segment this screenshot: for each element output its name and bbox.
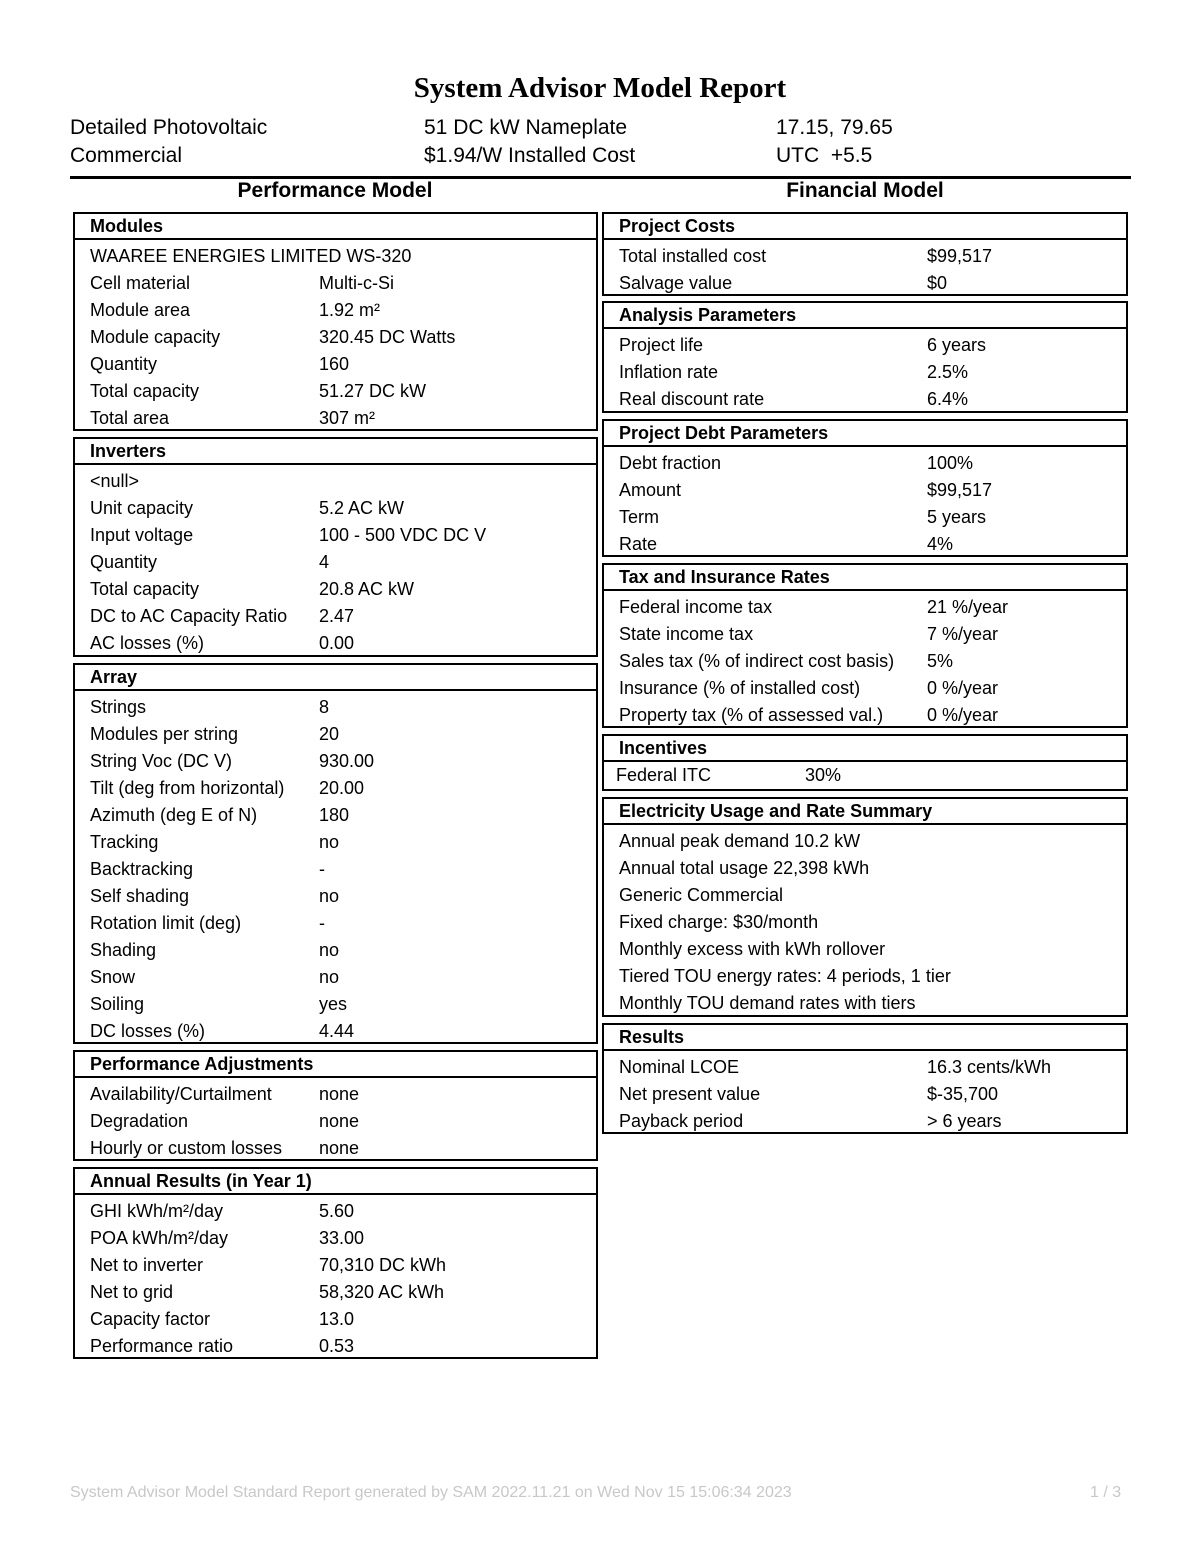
results-rows xyxy=(604,1054,1126,1135)
row-value: 180 xyxy=(319,805,350,825)
tax-rows xyxy=(604,594,1126,729)
row-value: 21 %/year xyxy=(927,597,1009,617)
electricity-summary-title: Electricity Usage and Rate Summary xyxy=(604,799,1126,825)
table-row xyxy=(75,829,596,856)
incentive-label: Federal ITC xyxy=(616,765,712,785)
annual-results-title: Annual Results (in Year 1) xyxy=(75,1169,596,1195)
row-label: Input voltage xyxy=(90,525,194,545)
table-row xyxy=(75,270,596,297)
row-label: Net to grid xyxy=(90,1282,174,1302)
table-row xyxy=(75,1306,596,1333)
row-value: none xyxy=(319,1138,360,1158)
table-row xyxy=(75,576,596,603)
table-row xyxy=(604,243,1126,270)
report-title: System Advisor Model Report xyxy=(413,72,787,104)
modules-rows xyxy=(75,270,596,432)
row-value: no xyxy=(319,832,340,852)
row-value: 33.00 xyxy=(319,1228,365,1248)
table-row xyxy=(604,621,1126,648)
row-label: Net to inverter xyxy=(90,1255,204,1275)
table-row xyxy=(75,324,596,351)
row-label: POA kWh/m²/day xyxy=(90,1228,229,1248)
table-row xyxy=(604,332,1126,359)
row-value: 1.92 m² xyxy=(319,300,381,320)
row-value: 51.27 DC kW xyxy=(319,381,427,401)
performance-adjustments-section xyxy=(73,1050,598,1161)
row-label: Performance ratio xyxy=(90,1336,234,1356)
row-value: > 6 years xyxy=(927,1111,1002,1131)
table-row xyxy=(75,721,596,748)
table-row xyxy=(75,1225,596,1252)
row-value: $-35,700 xyxy=(927,1084,999,1104)
row-label: Insurance (% of installed cost) xyxy=(619,678,861,698)
row-label: DC to AC Capacity Ratio xyxy=(90,606,288,626)
header-coordinates: 17.15, 79.65 xyxy=(776,116,893,139)
row-label: Self shading xyxy=(90,886,190,906)
analysis-rows xyxy=(604,332,1126,413)
row-value: yes xyxy=(319,994,348,1014)
row-value: 320.45 DC Watts xyxy=(319,327,456,347)
row-label: Module capacity xyxy=(90,327,221,347)
inverters-rows xyxy=(75,495,596,657)
row-value: $99,517 xyxy=(927,246,993,266)
table-row xyxy=(604,648,1126,675)
header-model-type xyxy=(70,114,267,170)
row-label: AC losses (%) xyxy=(90,633,205,653)
table-row xyxy=(75,1198,596,1225)
row-value: 2.5% xyxy=(927,362,969,382)
row-value: - xyxy=(319,859,325,879)
row-label: Unit capacity xyxy=(90,498,194,518)
annual-results-section xyxy=(73,1167,598,1359)
row-label: Soiling xyxy=(90,994,145,1014)
array-section xyxy=(73,663,598,1044)
results-section xyxy=(602,1023,1128,1134)
table-row xyxy=(75,1135,596,1162)
row-value: 2.47 xyxy=(319,606,355,626)
row-label: Module area xyxy=(90,300,191,320)
row-value: 7 %/year xyxy=(927,624,999,644)
row-label: Project life xyxy=(619,335,704,355)
row-label: Inflation rate xyxy=(619,362,719,382)
row-value: 4% xyxy=(927,534,954,554)
row-value: 0.00 xyxy=(319,633,355,653)
row-value: $99,517 xyxy=(927,480,993,500)
row-value: 20.8 AC kW xyxy=(319,579,415,599)
row-label: Total area xyxy=(90,408,170,428)
inverter-name: <null> xyxy=(90,471,140,491)
table-row xyxy=(75,748,596,775)
electricity-lines xyxy=(604,828,1126,1017)
incentive-row xyxy=(604,762,1126,789)
row-label: Payback period xyxy=(619,1111,744,1131)
table-row xyxy=(75,910,596,937)
list-item: Monthly TOU demand rates with tiers xyxy=(619,993,916,1013)
row-label: Quantity xyxy=(90,354,158,374)
row-value: 16.3 cents/kWh xyxy=(927,1057,1052,1077)
row-label: Cell material xyxy=(90,273,191,293)
row-label: Property tax (% of assessed val.) xyxy=(619,705,884,725)
list-item: Tiered TOU energy rates: 4 periods, 1 tier xyxy=(619,966,951,986)
row-value: 4 xyxy=(319,552,330,572)
row-label: Quantity xyxy=(90,552,158,572)
row-label: Strings xyxy=(90,697,147,717)
tax-insurance-title: Tax and Insurance Rates xyxy=(604,565,1126,591)
header-system-size xyxy=(424,114,635,170)
incentives-section xyxy=(602,734,1128,791)
table-row xyxy=(604,1108,1126,1135)
table-row xyxy=(604,1054,1126,1081)
row-value: 58,320 AC kWh xyxy=(319,1282,445,1302)
row-value: 5.2 AC kW xyxy=(319,498,405,518)
financial-model-heading: Financial Model xyxy=(786,179,944,202)
row-label: Debt fraction xyxy=(619,453,722,473)
table-row xyxy=(75,495,596,522)
list-item: Fixed charge: $30/month xyxy=(619,912,819,932)
row-label: Total capacity xyxy=(90,579,200,599)
row-value: 20 xyxy=(319,724,340,744)
row-value: 100 - 500 VDC DC V xyxy=(319,525,487,545)
table-row xyxy=(604,1081,1126,1108)
table-row xyxy=(75,1108,596,1135)
header-nameplate: 51 DC kW Nameplate xyxy=(424,116,628,139)
table-row xyxy=(75,991,596,1018)
row-value: 100% xyxy=(927,453,974,473)
table-row xyxy=(604,450,1126,477)
header-timezone: UTC +5.5 xyxy=(776,144,873,167)
row-label: DC losses (%) xyxy=(90,1021,206,1041)
row-label: Hourly or custom losses xyxy=(90,1138,283,1158)
table-row xyxy=(75,883,596,910)
footer-generated-text: System Advisor Model Standard Report generated by SAM 2022.11.21 on Wed Nov 15 15:06:34 2023 xyxy=(70,1484,792,1501)
row-value: no xyxy=(319,940,340,960)
row-value: 5 years xyxy=(927,507,987,527)
footer-page-number: 1 / 3 xyxy=(1090,1484,1122,1501)
row-label: State income tax xyxy=(619,624,754,644)
list-item: Monthly excess with kWh rollover xyxy=(619,939,886,959)
table-row xyxy=(75,775,596,802)
row-value: - xyxy=(319,913,325,933)
row-value: 0.53 xyxy=(319,1336,355,1356)
performance-adjustments-title: Performance Adjustments xyxy=(75,1052,596,1078)
row-label: Tracking xyxy=(90,832,159,852)
row-value: none xyxy=(319,1084,360,1104)
row-value: none xyxy=(319,1111,360,1131)
row-value: Multi-c-Si xyxy=(319,273,394,293)
table-row xyxy=(75,802,596,829)
row-label: Rotation limit (deg) xyxy=(90,913,242,933)
table-row xyxy=(75,405,596,432)
row-value: 13.0 xyxy=(319,1309,355,1329)
tax-insurance-section xyxy=(602,563,1128,728)
inverters-section xyxy=(73,437,598,657)
table-row xyxy=(604,270,1126,297)
row-value: no xyxy=(319,967,340,987)
row-value: 6.4% xyxy=(927,389,969,409)
annual-rows xyxy=(75,1198,596,1360)
row-value: 6 years xyxy=(927,335,987,355)
array-title: Array xyxy=(75,665,596,691)
table-row xyxy=(75,1333,596,1360)
row-value: $0 xyxy=(927,273,948,293)
header-market-line: Commercial xyxy=(70,144,183,167)
project-costs-rows xyxy=(604,243,1126,297)
table-row xyxy=(75,964,596,991)
table-row xyxy=(75,1252,596,1279)
row-label: Net present value xyxy=(619,1084,761,1104)
list-item: Annual peak demand 10.2 kW xyxy=(619,831,861,851)
table-row xyxy=(75,351,596,378)
row-label: String Voc (DC V) xyxy=(90,751,233,771)
row-value: 70,310 DC kWh xyxy=(319,1255,447,1275)
row-label: Modules per string xyxy=(90,724,239,744)
incentive-value: 30% xyxy=(805,765,842,785)
row-label: Salvage value xyxy=(619,273,733,293)
row-value: 0 %/year xyxy=(927,678,999,698)
table-row xyxy=(75,1018,596,1045)
table-row xyxy=(604,359,1126,386)
row-label: Nominal LCOE xyxy=(619,1057,740,1077)
row-label: Availability/Curtailment xyxy=(90,1084,272,1104)
row-label: Backtracking xyxy=(90,859,194,879)
row-value: 20.00 xyxy=(319,778,365,798)
row-value: 4.44 xyxy=(319,1021,355,1041)
header-installed-cost: $1.94/W Installed Cost xyxy=(424,144,636,167)
table-row xyxy=(75,378,596,405)
table-row xyxy=(604,702,1126,729)
row-label: Shading xyxy=(90,940,157,960)
row-label: Total capacity xyxy=(90,381,200,401)
table-row xyxy=(75,1279,596,1306)
table-row xyxy=(604,594,1126,621)
table-row xyxy=(75,630,596,657)
row-label: Sales tax (% of indirect cost basis) xyxy=(619,651,895,671)
table-row xyxy=(604,386,1126,413)
table-row xyxy=(75,1081,596,1108)
list-item: Generic Commercial xyxy=(619,885,784,905)
table-row xyxy=(75,694,596,721)
table-row xyxy=(75,937,596,964)
inverters-title: Inverters xyxy=(75,439,596,465)
module-name: WAAREE ENERGIES LIMITED WS-320 xyxy=(90,246,412,266)
row-label: Snow xyxy=(90,967,136,987)
modules-title: Modules xyxy=(75,214,596,240)
table-row xyxy=(75,549,596,576)
row-label: GHI kWh/m²/day xyxy=(90,1201,224,1221)
project-debt-section xyxy=(602,419,1128,557)
list-item: Annual total usage 22,398 kWh xyxy=(619,858,870,878)
header-location xyxy=(776,114,893,170)
table-row xyxy=(75,297,596,324)
project-debt-title: Project Debt Parameters xyxy=(604,421,1126,447)
adjustments-rows xyxy=(75,1081,596,1162)
project-costs-title: Project Costs xyxy=(604,214,1126,240)
project-costs-section xyxy=(602,212,1128,296)
row-value: 8 xyxy=(319,697,330,717)
table-row xyxy=(604,675,1126,702)
row-label: Term xyxy=(619,507,659,527)
table-row xyxy=(604,504,1126,531)
row-label: Azimuth (deg E of N) xyxy=(90,805,258,825)
row-value: no xyxy=(319,886,340,906)
row-value: 930.00 xyxy=(319,751,375,771)
table-row xyxy=(75,603,596,630)
row-value: 5.60 xyxy=(319,1201,355,1221)
header-model-line: Detailed Photovoltaic xyxy=(70,116,268,139)
incentives-title: Incentives xyxy=(604,736,1126,762)
row-label: Amount xyxy=(619,480,682,500)
modules-section xyxy=(73,212,598,431)
table-row xyxy=(75,856,596,883)
row-label: Rate xyxy=(619,534,658,554)
table-row xyxy=(75,522,596,549)
electricity-summary-section xyxy=(602,797,1128,1017)
debt-rows xyxy=(604,450,1126,558)
row-label: Degradation xyxy=(90,1111,189,1131)
row-label: Real discount rate xyxy=(619,389,765,409)
table-row xyxy=(604,477,1126,504)
row-label: Tilt (deg from horizontal) xyxy=(90,778,285,798)
row-label: Federal income tax xyxy=(619,597,773,617)
results-title: Results xyxy=(604,1025,1126,1051)
analysis-parameters-title: Analysis Parameters xyxy=(604,303,1126,329)
array-rows xyxy=(75,694,596,1045)
analysis-parameters-section xyxy=(602,301,1128,413)
row-value: 307 m² xyxy=(319,408,376,428)
row-value: 0 %/year xyxy=(927,705,999,725)
row-value: 5% xyxy=(927,651,954,671)
row-label: Total installed cost xyxy=(619,246,767,266)
table-row xyxy=(604,531,1126,558)
performance-model-heading: Performance Model xyxy=(237,179,433,202)
row-label: Capacity factor xyxy=(90,1309,211,1329)
row-value: 160 xyxy=(319,354,350,374)
